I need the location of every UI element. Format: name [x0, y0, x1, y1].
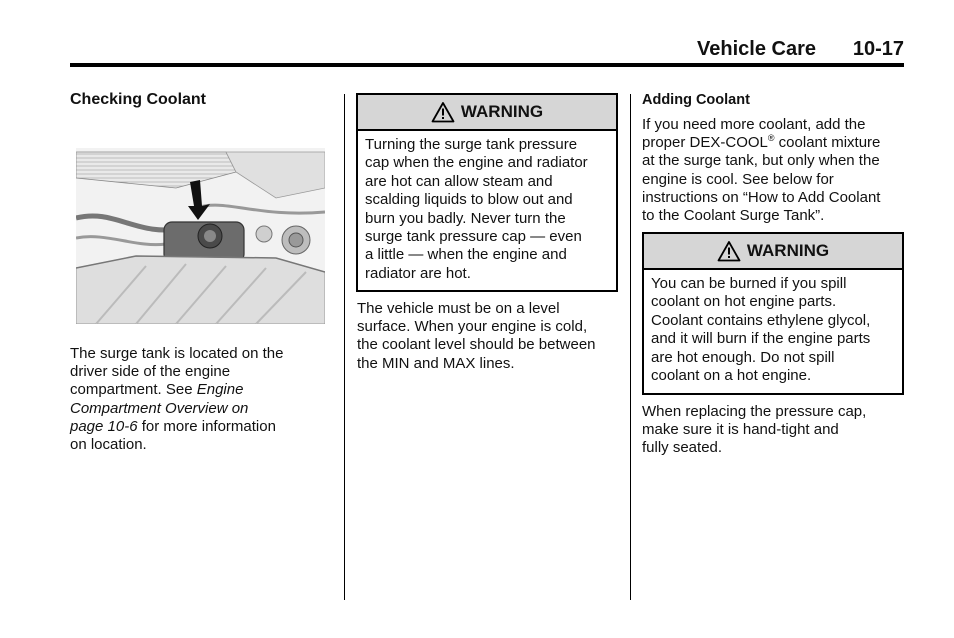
text-line: scalding liquids to blow out and [365, 191, 573, 209]
text-line: burn you badly. Never turn the [365, 209, 566, 227]
text-line: radiator are hot. [365, 264, 471, 282]
adding-coolant-paragraph [642, 116, 910, 225]
text-span: proper DEX-COOL [642, 134, 768, 152]
warning-box-hot-parts [642, 232, 904, 395]
warning-triangle-icon [717, 240, 741, 262]
text-line [642, 134, 910, 152]
text-line: are hot can allow steam and [365, 172, 553, 190]
text-span: compartment. See [70, 381, 197, 399]
warning-text [644, 270, 902, 385]
text-line: The vehicle must be on a level [357, 300, 560, 317]
page-header [70, 36, 904, 66]
text-line [70, 418, 330, 436]
text-line: a little — when the engine and [365, 246, 567, 264]
engine-compartment-illustration [76, 148, 325, 324]
warning-text [358, 131, 616, 283]
text-line: at the surge tank, but only when the [642, 152, 880, 170]
intro-rest [642, 152, 910, 225]
cross-reference-text: Compartment Overview on [70, 399, 249, 417]
coolant-level-paragraph [357, 300, 625, 373]
text-line: and it will burn if the engine parts [651, 330, 871, 348]
adding-coolant-heading: Adding Coolant [642, 92, 750, 108]
pressure-cap-paragraph [642, 403, 910, 458]
surge-tank-paragraph [70, 345, 330, 454]
text-line: When replacing the pressure cap, [642, 403, 867, 420]
text-line: engine is cool. See below for [642, 170, 834, 188]
text-line: surface. When your engine is cold, [357, 318, 588, 336]
text-line: surge tank pressure cap — even [365, 228, 582, 246]
column-divider-1 [344, 94, 345, 600]
warning-box-pressure-cap [356, 93, 618, 292]
text-span: driver side of the engine [70, 363, 231, 381]
text-line [70, 363, 330, 381]
text-line: You can be burned if you spill [651, 275, 847, 292]
text-line: the MIN and MAX lines. [357, 354, 515, 372]
text-line: Coolant contains ethylene glycol, [651, 311, 871, 329]
column-divider-2 [630, 94, 631, 600]
cross-reference-text: Engine [196, 381, 244, 399]
text-line: coolant on a hot engine. [651, 367, 812, 385]
text-line: make sure it is hand-tight and [642, 421, 839, 439]
text-line: instructions on “How to Add Coolant [642, 188, 881, 206]
cross-reference-text: page 10-6 [70, 417, 138, 435]
text-line: cap when the engine and radiator [365, 154, 588, 172]
text-line: Turning the surge tank pressure [365, 136, 578, 153]
text-line: the coolant level should be between [357, 336, 596, 354]
text-line: If you need more coolant, add the [642, 116, 866, 133]
section-title: Vehicle Care [697, 38, 816, 60]
text-span: coolant mixture [774, 134, 881, 152]
text-line: fully seated. [642, 439, 723, 457]
text-line: are hot enough. Do not spill [651, 348, 835, 366]
registered-mark: ® [767, 133, 775, 144]
text-span: for more information [137, 417, 276, 435]
warning-triangle-icon [431, 101, 455, 123]
checking-coolant-heading: Checking Coolant [70, 91, 207, 108]
text-line [70, 400, 330, 418]
warning-header [358, 95, 616, 131]
warning-header [644, 234, 902, 270]
page-number: 10-17 [852, 38, 904, 60]
text-line: to the Coolant Surge Tank”. [642, 207, 825, 225]
header-rule [70, 63, 904, 67]
warning-label: WARNING [460, 102, 544, 121]
text-line [70, 436, 330, 454]
text-span: on location. [70, 436, 147, 454]
warning-label: WARNING [746, 241, 830, 260]
text-line: coolant on hot engine parts. [651, 293, 837, 311]
text-line [70, 345, 330, 363]
text-line [70, 381, 330, 399]
text-span: The surge tank is located on the [70, 345, 284, 362]
